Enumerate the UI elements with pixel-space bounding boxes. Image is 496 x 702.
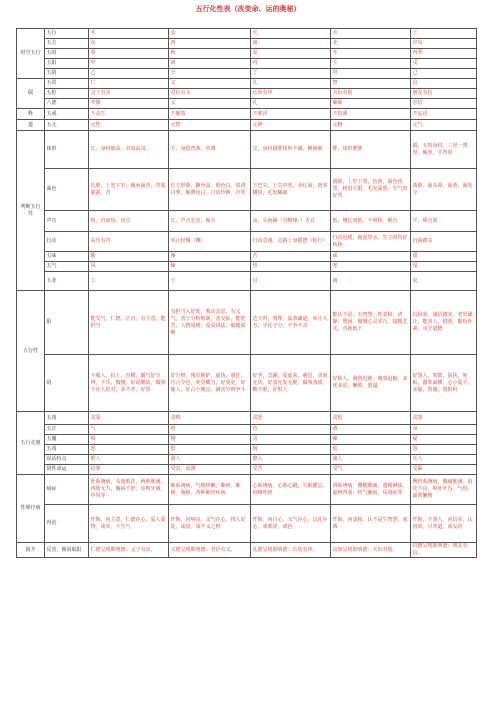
table-cell: 忏悔，问柔和，认不是生智慧，戒酒 [331,505,411,543]
table-cell: 不杀生 [89,109,169,120]
table-cell: 良知呈现即明德：夫妇有别。 [331,543,411,558]
table-row [17,169,477,211]
table-row [17,131,477,169]
table-cell: 能认不是，有智慧，性柔和，清静，愁闲，傲慢心灵乖巧，接精艺术，肯就低下 [331,291,411,355]
table-cell: 恼 [251,445,331,455]
table-cell: 受气 [331,465,411,475]
table-row [17,445,477,455]
table-cell: 燥 [169,262,251,272]
table-cell: 不妄语 [411,109,477,120]
table-cell: 农 [411,272,477,291]
table-cell: 甜 [411,252,477,262]
table-cell: 商 [331,272,411,291]
row-label: 五阳 [45,59,89,69]
table-cell: 元情 [169,120,251,131]
table-cell: 官 [251,272,331,291]
table-cell: 气 [89,425,169,435]
table-cell: 长幼有序 [251,89,331,99]
table-cell: 高压有声 [89,232,169,252]
table-cell: 脾胃系统病，腹痛胀满，消化不良，呕吐吐泻，气短，面黄懒惰 [411,475,477,505]
table-cell: 能受气，仁德，正直，有主意，能担当 [89,291,169,355]
table-row [17,291,477,355]
table-row [17,465,477,475]
table-cell: 土 [411,29,477,39]
table-cell: 贪爱 [89,412,169,425]
row-label: 五毒 [45,412,89,425]
table-row [17,211,477,232]
table-row [17,39,477,49]
table-cell: 信因果，诚信踏实，老厚谦让，能容人，稳重，勤俭朴素，耳守道德 [411,291,477,355]
row-label: 五戒 [45,109,89,120]
table-row [17,89,477,99]
row-label: 阴 [45,355,89,412]
table-cell: 尖，身材圆胖体形丰满，柳间细 [251,131,331,169]
table-cell: 疑 [411,435,477,445]
table-cell: 礼 [251,79,331,89]
table-row [17,425,477,435]
table-cell: 君臣有义 [169,89,251,99]
table-row [17,475,477,505]
table-cell: 撩人 [251,455,331,465]
table-row [17,99,477,109]
table-cell: 廉耻 [331,99,411,109]
table-row [17,59,477,69]
section-label: 判断五行性 [17,131,45,291]
table-cell: 圆，五短身材，三厚一薄厚，厮厚，手背厚 [411,131,477,169]
table-cell: 夏 [251,49,331,59]
table-cell: 礼德呈现即明德：长幼有序。 [251,543,331,558]
table-cell: 胖，体形肥胖 [331,131,411,169]
wuxing-table [16,28,477,558]
row-label: 五业 [45,272,89,291]
table-cell: 贪 [251,435,331,445]
row-label: 五气 [45,262,89,272]
row-label: 病症 [45,475,89,505]
table-cell: 身 [411,425,477,435]
table-cell: 工 [89,272,169,291]
section-label: 儒 [17,79,45,109]
section-label: 五行性 [17,291,45,412]
table-cell: 戊 [411,59,477,69]
table-row [17,109,477,120]
table-cell: 仁 [89,79,169,89]
row-label: 声音 [45,211,89,232]
table-cell: 礼 [251,99,331,109]
table-cell: 推人 [89,455,169,465]
table-cell: 怒 [89,445,169,455]
table-cell: 义 [169,99,251,109]
table-cell: 信德呈现即明德：朋友有信。 [411,543,477,558]
table-cell: 火 [251,29,331,39]
table-cell: 举止轻慢（飘） [169,232,251,252]
row-label: 说话特点 [45,455,89,465]
row-label: 阳 [45,291,89,355]
table-cell: 寒 [331,262,411,272]
table-cell: 北 [331,39,411,49]
table-cell: 父子有亲 [89,89,169,99]
table-cell: 好争，急躁，爱虚荣，刺逗，贪而无厌，好表先发无呢，做事蒸绩，瞧不眼，好恨人 [251,355,331,412]
row-label: 五时 [45,49,89,59]
table-cell: 黄脸，面头鼻，面黄，面发少 [411,169,477,211]
table-row [17,262,477,272]
table-row [17,272,477,291]
table-row [17,232,477,252]
table-cell: 元精 [331,120,411,131]
table-row [17,120,477,131]
section-label: 五行走朋 [17,412,45,475]
table-cell: 压人 [411,455,477,465]
table-cell: 淹人 [331,455,411,465]
table-cell: 圆脸，上窄下宽，色黄，面色淡黑，粗眉大眼，毛发深黑，生气时好哭 [331,169,411,211]
table-cell: 元性 [89,120,169,131]
row-label: 五常 [45,79,89,89]
table-row [17,435,477,445]
section-label: 道 [17,120,45,131]
table-cell: 西 [169,39,251,49]
row-label: 五正 [45,425,89,435]
table-cell: 义德呈现即明德：君臣有义。 [169,543,251,558]
table-cell: 招罪 [89,465,169,475]
table-cell: 不邪淫 [251,109,331,120]
row-label: 五味 [45,252,89,262]
table-cell: 孝悌 [89,99,169,109]
table-cell: 木 [89,29,169,39]
row-label: 面色 [45,169,89,211]
table-cell: 热 [251,262,331,272]
table-cell: 庚 [169,59,251,69]
table-cell: 贪嗔 [169,412,251,425]
table-cell: 怨 [411,445,477,455]
row-label: 五元 [45,120,89,131]
table-cell: 不饮酒 [331,109,411,120]
section-label: 简介 [17,543,45,558]
table-cell: 忏悔，问自心，又气存心，以礼存心，戒邪淫，戒色 [251,505,331,543]
table-row [17,49,477,59]
table-cell: 风 [89,262,169,272]
table-cell: 夫妇有别 [331,89,411,99]
table-cell: 甲 [89,59,169,69]
row-label: 五方 [45,39,89,49]
table-cell: 春 [89,49,169,59]
table-cell: 低，慢长而低，不爽快，喉音 [331,211,411,232]
table-cell: 财 [169,425,251,435]
table-cell: 嗔 [89,435,169,445]
table-cell: 乙 [89,69,169,79]
table-cell: 元气 [411,120,477,131]
table-cell: 四季 [411,49,477,59]
table-cell: 辣 [169,252,251,262]
table-cell: 好分辩，残忍嫉妒，虚伪，惑狂，巧言令色，奕里藏力，好变更，好偷人，好占小便宜，淋害分辩争斗 [169,355,251,412]
table-cell: 刮人 [169,455,251,465]
table-cell: 好烦人，愚鲁迟钝，遇事退缩，多忧多虑，懒惰，遨遢 [331,355,411,412]
table-cell: 金 [169,29,251,39]
table-cell: 水 [331,29,411,39]
table-row [17,29,477,39]
table-cell: 肝系统病，头迷眼花，两胁胀满，四肢无力，胸闷不舒，耳鸣牙痛，中风等 [89,475,169,505]
table-row [17,79,477,89]
table-cell: 智 [331,79,411,89]
table-row [17,455,477,465]
table-row [17,543,477,558]
table-cell: 中央 [411,39,477,49]
row-label: 体形 [45,131,89,169]
table-cell: 长脸，上宽下窄，瘦而面青，青筋暴露，青 [89,169,169,211]
table-cell: 不服人，抗上，直横，霸气好分辨，不乐，傲慢，好说酸话，做事不许人很对，多不孝，好怒 [89,355,169,412]
section-label: 释 [17,109,45,120]
table-cell: 仁德呈现即明德：父子有亲。 [89,543,169,558]
table-cell: 癸 [331,69,411,79]
table-cell: 行动急速，走路上身摇摆（蛇行） [251,232,331,252]
table-cell: 忏悔，问响亮，又气存心，找人好处，成盘，成不义之财 [169,505,251,543]
row-label: 五伦 [45,89,89,99]
table-cell: 受贫，命薄 [169,465,251,475]
row-label: 五毒 [45,445,89,455]
table-cell: 平，鼻音重 [411,211,477,232]
table-cell: 辛 [169,69,251,79]
table-cell: 咸 [331,252,411,262]
table-cell: 色 [251,425,331,435]
table-cell: 恨 [169,445,251,455]
table-cell: 贪恨 [331,412,411,425]
table-cell: 受累 [411,465,477,475]
table-cell: 酒 [331,425,411,435]
table-cell: 有担当入好处，观动念思，有义气，善于分析纳制，善交际，能吃苦，人情周到，爱美讲法，敏捷果断 [169,291,251,355]
table-cell: 沉重踏实 [411,232,477,252]
page-title: 五行化性表（改变命、运的奥秘） [195,5,301,13]
section-label: 时空五行 [17,29,45,79]
row-label: 内治 [45,505,89,543]
table-row [17,69,477,79]
table-cell: 丙 [251,59,331,69]
table-cell: 冬 [331,49,411,59]
table-row [17,252,477,262]
row-label: 阴性命运 [45,465,89,475]
row-label: 五行 [45,29,89,39]
row-label: 八德 [45,99,89,109]
table-cell: 短，直而短，齿音 [89,211,169,232]
row-label: 五阴 [45,69,89,79]
table-row [17,355,477,412]
table-cell: 受苦 [251,465,331,475]
table-cell: 长，身材细高，双肩高耸。 [89,131,169,169]
table-cell: 慢 [169,435,251,445]
table-cell: 好怨人，笨拙，固执，死板，蠢笨面横，心小爱平，多疑，鲁愚，怨恨积 [411,355,477,412]
table-cell: 士 [169,272,251,291]
table-cell: 长方形脸，颧骨高，脸色白，眉清目秀，厮薄齿白，口齿伶俐，冷笑 [169,169,251,211]
table-cell: 南 [251,39,331,49]
table-cell: 贪怨 [411,412,477,425]
table-cell: 忏悔，问主意，仁德存心，爱人爱物，成本，不生气 [89,505,169,543]
table-cell: 贪怒 [251,412,331,425]
table-cell: 高，尖而躁（宫喉嗓，）舌音 [251,211,331,232]
row-label: 行动 [45,232,89,252]
table-cell: 烦 [331,445,411,455]
table-cell: 忠信 [411,99,477,109]
table-cell: 下巴尖，上尖中宽，赤红面，肉多横纹，毛发稀疏 [251,169,331,211]
table-cell: 肾系统病，腰腿酸痛，遗精淋浊，虚痨肾弱，结气瘰疬，尿毒症等 [331,475,411,505]
table-cell: 元神 [251,120,331,131]
table-cell: 行动迟缓，拖泥带水，生立时均好转执 [331,232,411,252]
table-cell: 己 [411,69,477,79]
table-cell: 酸 [89,252,169,262]
table-cell: 痴 [331,435,411,445]
table-cell: 湿 [411,262,477,272]
table-row [17,412,477,425]
table-cell: 信 [411,79,477,89]
table-cell: 东 [89,39,169,49]
table-cell: 忏悔，不怨人，问信实，认因果，尽孝道，戒妄语 [411,505,477,543]
table-cell: 心系统病，心胁心跳，失眠健忘，喑哑吁痞 [251,475,331,505]
table-cell: 方，身段普条，单薄 [169,131,251,169]
table-cell: 丁 [251,69,331,79]
table-cell: 秋 [169,49,251,59]
row-label: 五魔 [45,435,89,445]
table-cell: 朋友有信 [411,89,477,99]
row-label: 反省，挽回取阳 [45,543,89,558]
table-cell: 壬 [331,59,411,69]
section-label: 性理疗病 [17,475,45,543]
table-cell: 长，声音宏亮，厮音 [169,211,251,232]
table-cell: 不偷盗 [169,109,251,120]
table-cell: 义 [169,79,251,89]
table-cell: 肺系统病，气喘咳嗽，肺痨，肺痈，肠癌，各种肺经疾病 [169,475,251,505]
table-cell: 苦 [251,252,331,262]
table-row [17,505,477,543]
table-cell: 达天时，明理，温恭谦逊，举止大方，守礼守分，不争不贪 [251,291,331,355]
